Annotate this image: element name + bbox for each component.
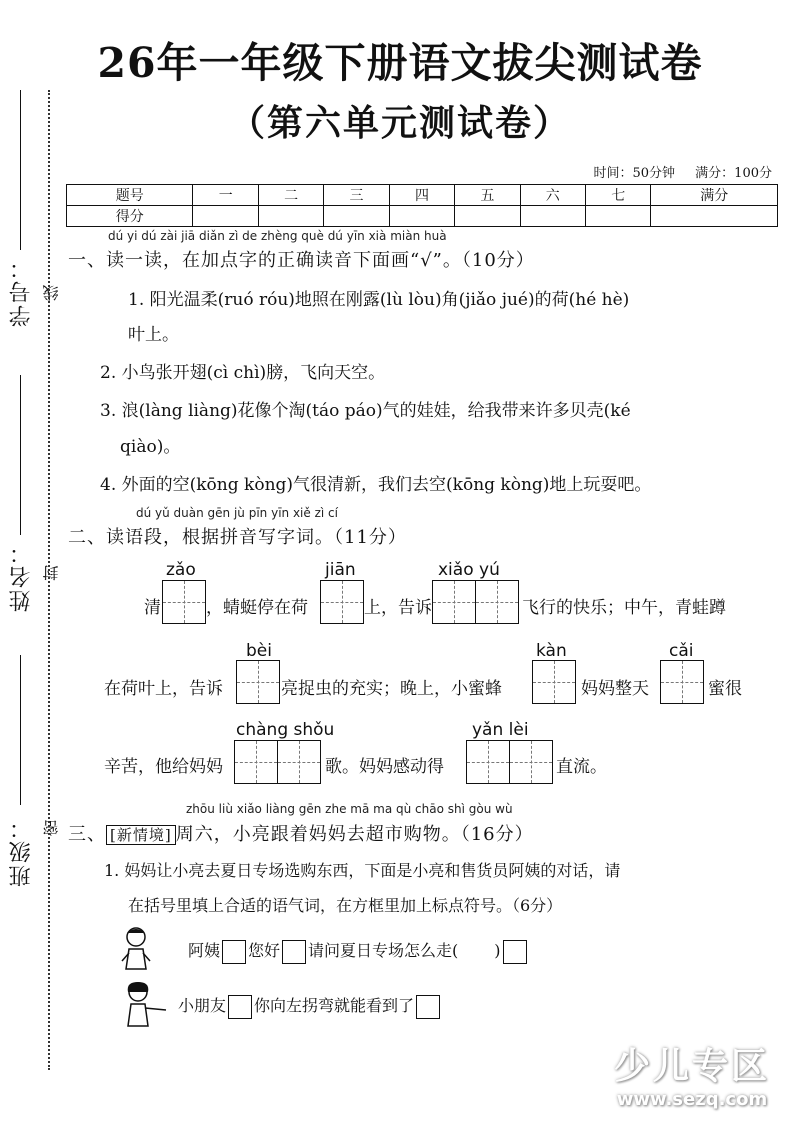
score-header: 七 — [586, 185, 651, 206]
name-label: 姓名： — [9, 540, 34, 612]
exam-meta — [577, 162, 772, 181]
watermark-text: 少儿专区 — [613, 1046, 770, 1087]
dialog-text: 请问夏日专场怎么走( — [308, 941, 459, 960]
new-context-tag: [新情境] — [106, 825, 176, 845]
time-limit: 时间：50分钟 — [593, 166, 676, 181]
s3-q1-line1: 1. 妈妈让小亮去夏日专场选购东西，下面是小亮和售货员阿姨的对话，请 — [104, 861, 621, 880]
score-cell[interactable] — [455, 206, 520, 227]
s2-text: 妈妈整天 — [581, 679, 649, 699]
punctuation-box[interactable] — [282, 940, 306, 964]
score-header: 题号 — [67, 185, 193, 206]
score-cell[interactable] — [586, 206, 651, 227]
s1-item1: 1. 阳光温柔(ruó róu)地照在刚露(lù lòu)角(jiǎo jué)的荷(hé hè) — [128, 290, 630, 310]
score-cell[interactable] — [193, 206, 258, 227]
grid-pinyin: cǎi — [669, 641, 694, 661]
boy-figure-icon — [118, 925, 154, 971]
s2-text: 飞行的快乐；中午，青蛙蹲 — [522, 598, 726, 618]
writing-grid[interactable] — [532, 660, 576, 704]
saleswoman-figure-icon — [118, 980, 174, 1028]
page-title: 26年一年级下册语文拔尖测试卷 — [97, 39, 703, 87]
s2-text: 辛苦，他给妈妈 — [104, 757, 223, 777]
grid-pinyin: yǎn lèi — [472, 720, 529, 740]
score-header: 三 — [324, 185, 389, 206]
writing-grid[interactable] — [432, 580, 519, 624]
s2-text: 清 — [144, 598, 161, 618]
writing-grid[interactable] — [320, 580, 364, 624]
score-header: 满分 — [651, 185, 778, 206]
score-header: 四 — [389, 185, 454, 206]
s2-text: 歌。妈妈感动得 — [325, 757, 444, 777]
section3-prefix: 三、 — [68, 824, 106, 845]
writing-grid[interactable] — [162, 580, 206, 624]
line-mark: 线 — [42, 285, 61, 301]
section3-heading: 周六，小亮跟着妈妈去超市购物。（16分） — [175, 824, 534, 845]
punctuation-box[interactable] — [416, 995, 440, 1019]
score-cell[interactable] — [651, 206, 778, 227]
binding-dotted-line — [48, 90, 50, 1070]
score-row-label: 得分 — [67, 206, 193, 227]
section2-pinyin: dú yǔ duàn gēn jù pīn yīn xiě zì cí — [136, 506, 338, 520]
score-cell[interactable] — [389, 206, 454, 227]
s2-text: 亮捉虫的充实；晚上，小蜜蜂 — [281, 679, 502, 699]
page-subtitle: （第六单元测试卷） — [228, 102, 571, 144]
score-cell[interactable] — [520, 206, 585, 227]
s1-item3-cont: qiào)。 — [120, 437, 181, 457]
section1-pinyin: dú yi dú zài jiā diǎn zì de zhèng què dú yīn xià miàn huà — [108, 229, 447, 243]
s3-q1-line2: 在括号里填上合适的语气词，在方框里加上标点符号。（6分） — [128, 896, 563, 915]
grid-pinyin: chàng shǒu — [236, 720, 335, 740]
class-label: 班级： — [9, 815, 34, 887]
section2-title: 二、读语段，根据拼音写字词。（11分） — [68, 527, 407, 548]
grid-pinyin: jiān — [325, 560, 356, 580]
grid-pinyin: xiǎo yú — [438, 560, 500, 580]
s2-text: ，蜻蜓停在荷 — [206, 598, 308, 618]
score-cell[interactable] — [258, 206, 323, 227]
writing-grid[interactable] — [236, 660, 280, 704]
section3-pinyin: zhōu liù xiǎo liàng gēn zhe mā ma qù chāo shì gòu wù — [186, 802, 513, 816]
score-header: 五 — [455, 185, 520, 206]
dialog-text: 您好 — [248, 941, 281, 960]
student-id-label: 学号： — [9, 255, 34, 327]
s1-item3: 3. 浪(làng liàng)花像个淘(táo páo)气的娃娃，给我带来许多贝壳(ké — [100, 401, 631, 421]
writing-grid[interactable] — [466, 740, 553, 784]
section3-title — [68, 820, 534, 846]
section1-title: 一、读一读，在加点字的正确读音下面画“√”。（10分） — [68, 250, 535, 271]
dialog-text: 你向左拐弯就能看到了 — [254, 996, 415, 1015]
dialog-line-1 — [188, 938, 529, 964]
watermark-url: www.sezq.com — [616, 1089, 768, 1110]
s1-item1-cont: 叶上。 — [128, 325, 179, 345]
punctuation-box[interactable] — [503, 940, 527, 964]
score-cell[interactable] — [324, 206, 389, 227]
site-watermark — [614, 1038, 770, 1110]
score-header: 二 — [258, 185, 323, 206]
seal-mark: 封 — [42, 565, 61, 581]
punctuation-box[interactable] — [228, 995, 252, 1019]
full-score: 满分：100分 — [695, 166, 772, 181]
s2-text: 直流。 — [556, 757, 607, 777]
score-table-score-row — [67, 206, 778, 227]
grid-pinyin: kàn — [536, 641, 567, 661]
writing-grid[interactable] — [660, 660, 704, 704]
score-table — [66, 184, 778, 227]
s1-item4: 4. 外面的空(kōng kòng)气很清新，我们去空(kōng kòng)地上玩耍吧。 — [100, 475, 652, 495]
class-blank[interactable] — [20, 655, 21, 805]
score-header: 六 — [520, 185, 585, 206]
dialog-line-2 — [178, 993, 442, 1019]
s2-text: 蜜很 — [708, 679, 742, 699]
score-header: 一 — [193, 185, 258, 206]
dialog-text: ) — [494, 941, 501, 960]
dialog-text: 阿姨 — [188, 941, 221, 960]
grid-pinyin: bèi — [246, 641, 272, 661]
punctuation-box[interactable] — [222, 940, 246, 964]
writing-grid[interactable] — [234, 740, 321, 784]
score-table-header-row — [67, 185, 778, 206]
secret-mark: 密 — [42, 820, 61, 836]
s2-text: 上，告诉 — [364, 598, 432, 618]
grid-pinyin: zǎo — [166, 560, 196, 580]
s1-item2: 2. 小鸟张开翅(cì chì)膀，飞向天空。 — [100, 363, 386, 383]
s2-text: 在荷叶上，告诉 — [104, 679, 223, 699]
dialog-text: 小朋友 — [178, 996, 227, 1015]
name-blank[interactable] — [20, 375, 21, 535]
